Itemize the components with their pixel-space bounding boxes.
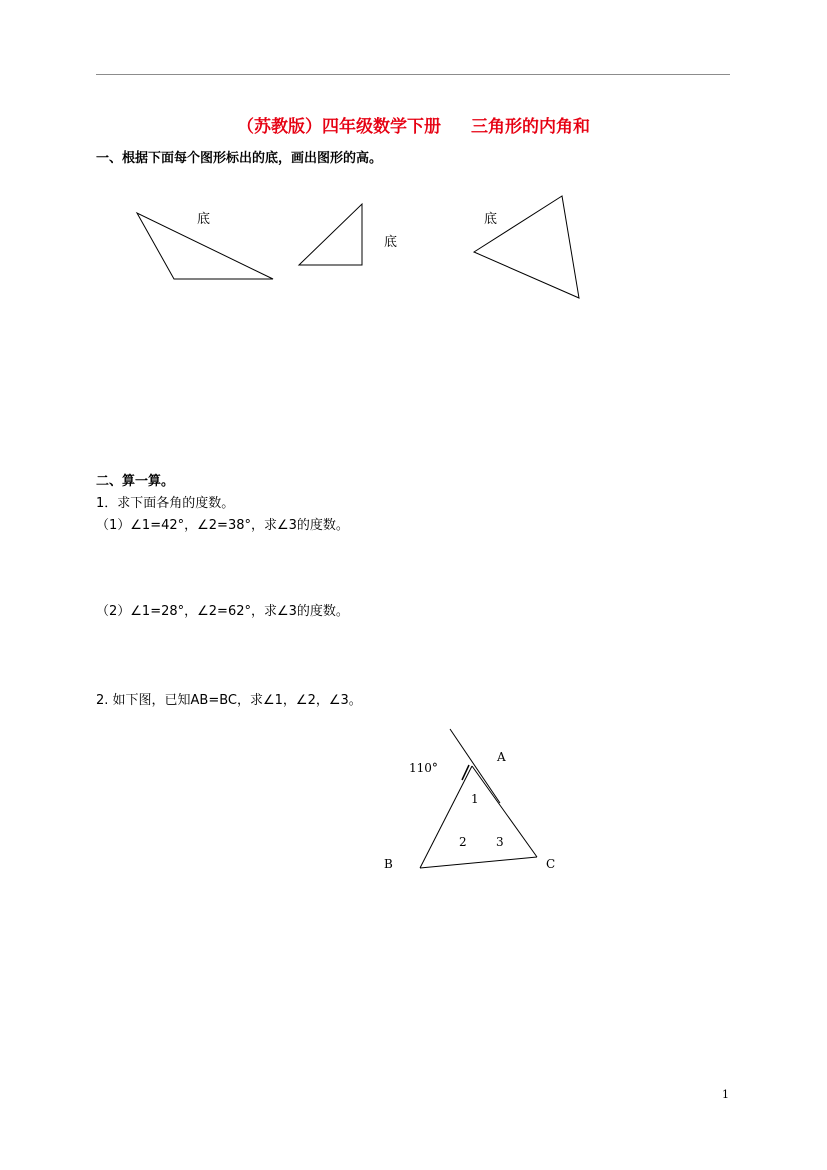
angle-2-label: 2 [459,835,467,849]
base-label-3: 底 [484,212,498,227]
side-bc [420,857,537,868]
base-label-1: 底 [197,212,211,227]
question-1-part-1: （1）∠1=42°，∠2=38°，求∠3的度数。 [96,518,349,533]
page-number: 1 [722,1088,729,1101]
vertex-b-label: B [384,857,393,871]
exterior-angle-label: 110° [409,761,438,775]
side-ac [472,766,537,857]
question-2: 2. 如下图，已知AB=BC，求∠1，∠2，∠3。 [96,693,362,708]
vertex-c-label: C [546,857,556,871]
title-part-1: （苏教版）四年级数学下册 [237,117,441,137]
section-2-heading: 二、算一算。 [96,474,175,489]
question-1-part-2: （2）∠1=28°，∠2=62°，求∠3的度数。 [96,604,349,619]
vertex-a-label: A [497,750,506,764]
angle-3-label: 3 [496,835,504,849]
base-label-2: 底 [384,235,398,250]
title-part-2: 三角形的内角和 [471,117,590,137]
section-1-heading: 一、根据下面每个图形标出的底，画出图形的高。 [96,151,383,166]
question-1: 1．求下面各角的度数。 [96,496,235,511]
side-ab [420,766,472,868]
angle-1-label: 1 [471,792,479,806]
